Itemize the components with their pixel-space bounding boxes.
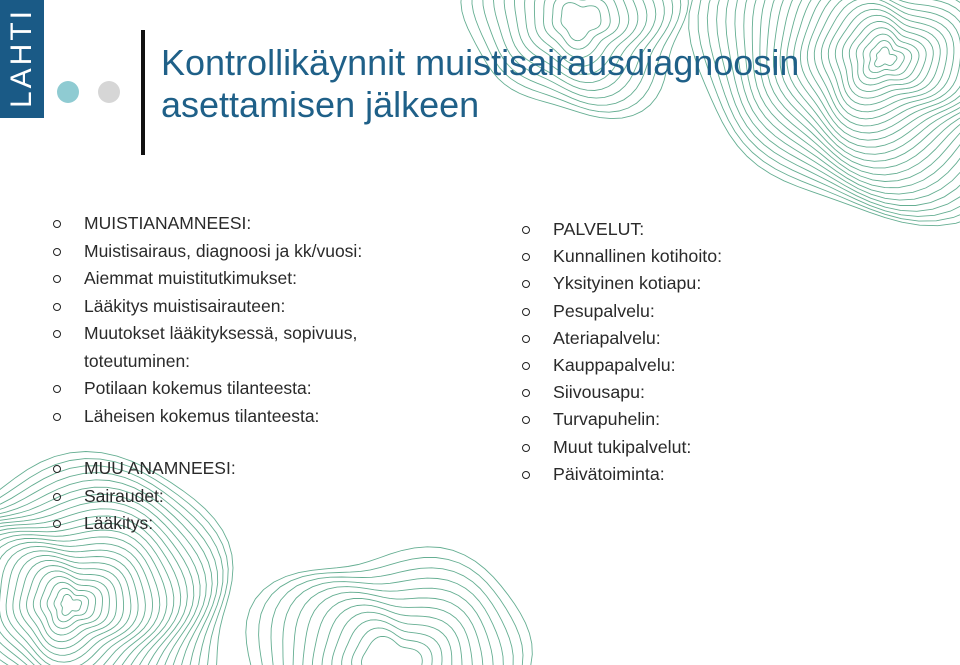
contour-line-bottom-left	[0, 530, 167, 665]
contour-line-bottom-left	[6, 551, 138, 665]
list-item	[522, 406, 942, 433]
services-list	[522, 216, 942, 488]
list-item-label: Potilaan kokemus tilanteesta:	[84, 378, 312, 398]
logo-text: LAHTI	[5, 7, 38, 109]
circle-bullet-icon	[522, 389, 530, 397]
list-item	[522, 461, 942, 488]
list-item	[522, 243, 942, 270]
circle-bullet-icon	[53, 385, 61, 393]
contour-line-bottom-center	[312, 598, 472, 665]
list-item	[53, 483, 483, 511]
page-title: Kontrollikäynnit muistisairausdiagnoosin asettamisen jälkeen	[161, 42, 800, 125]
contour-line-top-center	[561, 3, 601, 41]
decorative-dot-grey	[98, 81, 120, 103]
contour-line-bottom-left	[61, 594, 82, 615]
list-item-label: Kunnallinen kotihoito:	[553, 246, 723, 267]
circle-bullet-icon	[53, 303, 61, 311]
contour-line-bottom-left	[33, 571, 109, 642]
list-item	[522, 270, 942, 297]
circle-bullet-icon	[522, 226, 530, 234]
list-item	[53, 455, 483, 483]
circle-bullet-icon	[522, 362, 530, 370]
decorative-dot-teal	[57, 81, 79, 103]
list-item	[522, 216, 942, 243]
list-item	[522, 352, 942, 379]
circle-bullet-icon	[53, 465, 61, 473]
list-item	[53, 320, 424, 375]
list-item-label: Läheisen kokemus tilanteesta:	[84, 405, 320, 426]
circle-bullet-icon	[53, 248, 61, 256]
list-item-label: PALVELUT:	[553, 219, 645, 239]
list-item	[53, 510, 483, 538]
list-item-label: Lääkitys:	[84, 513, 154, 533]
circle-bullet-icon	[522, 416, 530, 424]
circle-bullet-icon	[53, 275, 61, 283]
list-item-label: Muut tukipalvelut:	[553, 436, 692, 457]
list-item-label: Muutokset lääkityksessä, sopivuus, toteutuminen:	[84, 323, 358, 371]
contour-line-bottom-left	[0, 537, 160, 665]
list-item	[522, 434, 942, 461]
list-item	[53, 210, 483, 238]
list-item	[53, 375, 483, 403]
contour-line-bottom-left	[54, 588, 89, 622]
circle-bullet-icon	[53, 493, 61, 501]
anamnesis-list	[53, 210, 483, 538]
list-item	[53, 238, 483, 266]
circle-bullet-icon	[522, 335, 530, 343]
list-item-label: Pesupalvelu:	[553, 300, 655, 321]
lahti-logo	[0, 0, 44, 118]
contour-line-bottom-center	[342, 620, 442, 665]
list-item	[522, 379, 942, 406]
circle-bullet-icon	[522, 444, 530, 452]
list-item-label: Kauppapalvelu:	[553, 355, 676, 376]
list-item-label: Päivätoiminta:	[553, 463, 665, 484]
circle-bullet-icon	[522, 253, 530, 261]
list-item	[53, 293, 483, 321]
list-item-label: Lääkitys muistisairauteen:	[84, 295, 286, 316]
circle-bullet-icon	[522, 308, 530, 316]
list-item-label: Ateriapalvelu:	[553, 327, 661, 348]
contour-line-bottom-center	[303, 592, 483, 665]
circle-bullet-icon	[53, 330, 61, 338]
circle-bullet-icon	[53, 413, 61, 421]
list-item	[53, 265, 483, 293]
title-accent-bar	[141, 30, 145, 155]
contour-line-bottom-center	[271, 568, 513, 665]
list-item	[53, 403, 483, 431]
list-item-label: MUISTIANAMNEESI:	[84, 213, 252, 233]
list-item-label: Muistisairaus, diagnoosi ja kk/vuosi:	[84, 240, 363, 261]
list-item-label: Aiemmat muistitutkimukset:	[84, 268, 297, 288]
circle-bullet-icon	[53, 520, 61, 528]
list-item-label: Sairaudet:	[84, 485, 164, 506]
list-item-label: Siivousapu:	[553, 382, 645, 403]
list-item-label: MUU ANAMNEESI:	[84, 458, 236, 478]
circle-bullet-icon	[522, 280, 530, 288]
contour-line-bottom-left	[27, 566, 117, 649]
list-item	[522, 325, 942, 352]
list-item	[522, 298, 942, 325]
circle-bullet-icon	[522, 471, 530, 479]
list-item-label: Yksityinen kotiapu:	[553, 273, 702, 294]
list-item-label: Turvapuhelin:	[553, 409, 661, 430]
contour-line-bottom-left	[20, 560, 124, 655]
circle-bullet-icon	[53, 220, 61, 228]
